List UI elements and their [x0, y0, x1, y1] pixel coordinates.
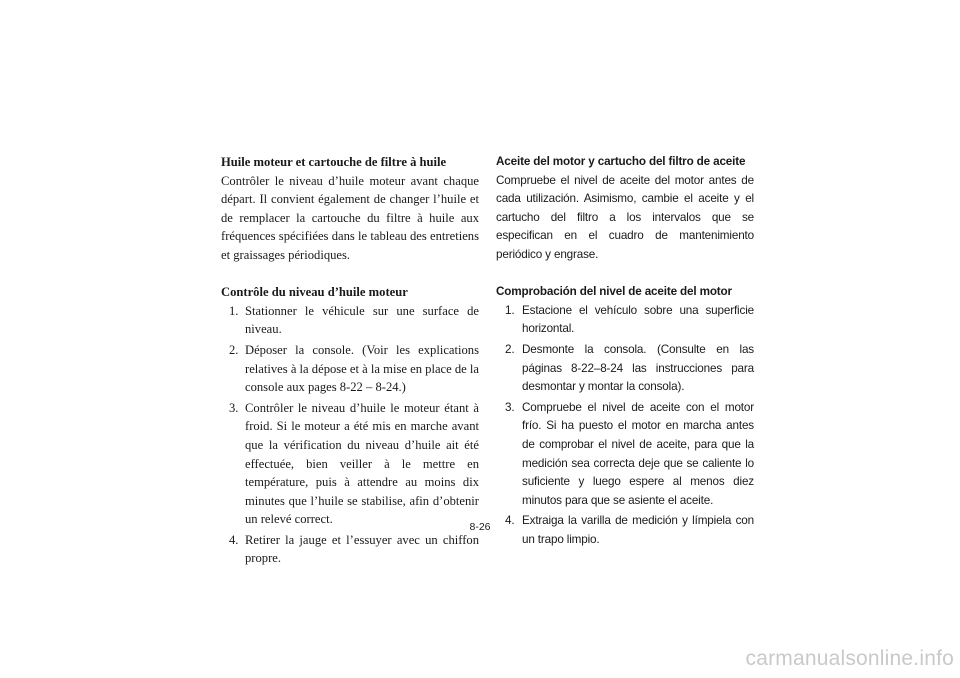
- step-number: 4.: [229, 532, 239, 547]
- french-steps-list: [221, 302, 479, 568]
- step-text: Contrôler le niveau d’huile le moteur étant à froid. Si le moteur a été mis en marche avant que la vérification du niveau d’huile ait été effectuée, bien veiller à le mettre en température, puis à attendre au moins dix minutes que l’huile se stabilise, afin d’obtenir un relevé correct.: [245, 400, 479, 527]
- step-text: Desmonte la consola. (Consulte en las páginas 8-22–8-24 las instrucciones para desmontar y montar la consola).: [522, 342, 754, 394]
- spanish-column: [496, 153, 754, 549]
- spanish-step: [496, 512, 754, 549]
- spanish-step: [496, 302, 754, 339]
- spanish-subheading: Comprobación del nivel de aceite del motor: [496, 285, 732, 299]
- step-text: Compruebe el nivel de aceite con el motor frío. Si ha puesto el motor en marcha antes de comprobar el nivel de aceite, para que la medición sea correcta deje que se caliente lo suficiente y luego espere al menos diez minutos para que se asiente el aceite.: [522, 400, 754, 507]
- page-number: 8-26: [469, 521, 491, 533]
- step-text: Déposer la console. (Voir les explications relatives à la dépose et à la mise en place de la console aux pages 8-22 – 8-24.): [245, 342, 479, 395]
- french-step: [221, 341, 479, 397]
- step-number: 3.: [505, 400, 515, 414]
- step-number: 1.: [505, 303, 515, 317]
- section-spacer: [496, 265, 754, 284]
- french-step: [221, 531, 479, 568]
- french-subheading: Contrôle du niveau d’huile moteur: [221, 285, 408, 300]
- step-number: 3.: [229, 400, 239, 415]
- step-text: Stationner le véhicule sur une surface de niveau.: [245, 303, 479, 337]
- step-number: 1.: [229, 303, 239, 318]
- french-column: [221, 153, 479, 568]
- spanish-steps-list: [496, 302, 754, 550]
- spanish-step: [496, 341, 754, 397]
- step-text: Estacione el vehículo sobre una superficie horizontal.: [522, 303, 754, 336]
- step-number: 4.: [505, 514, 515, 528]
- step-text: Extraiga la varilla de medición y límpiela con un trapo limpio.: [522, 514, 754, 546]
- step-number: 2.: [229, 342, 239, 357]
- step-number: 2.: [505, 342, 515, 356]
- spanish-intro-paragraph: Compruebe el nivel de aceite del motor antes de cada utilización. Asimismo, cambie el aceite y el cartucho del filtro a los intervalos que se especifican en el cuadro de mantenimiento periódico y engrase.: [496, 173, 754, 261]
- french-heading: Huile moteur et cartouche de filtre à huile: [221, 155, 447, 169]
- french-step: [221, 302, 479, 339]
- watermark-text: carmanualsonline.info: [745, 647, 954, 670]
- french-step: [221, 399, 479, 529]
- spanish-heading: Aceite del motor y cartucho del filtro de aceite: [496, 155, 746, 168]
- spanish-step: [496, 399, 754, 511]
- step-text: Retirer la jauge et l’essuyer avec un chiffon propre.: [245, 532, 479, 566]
- french-intro-paragraph: Contrôler le niveau d’huile moteur avant chaque départ. Il convient également de changer l’huile et de remplacer la cartouche du filtre à huile aux fréquences spécifiées dans le tableau des entretiens et graissages périodiques.: [221, 173, 479, 262]
- section-spacer: [221, 265, 479, 284]
